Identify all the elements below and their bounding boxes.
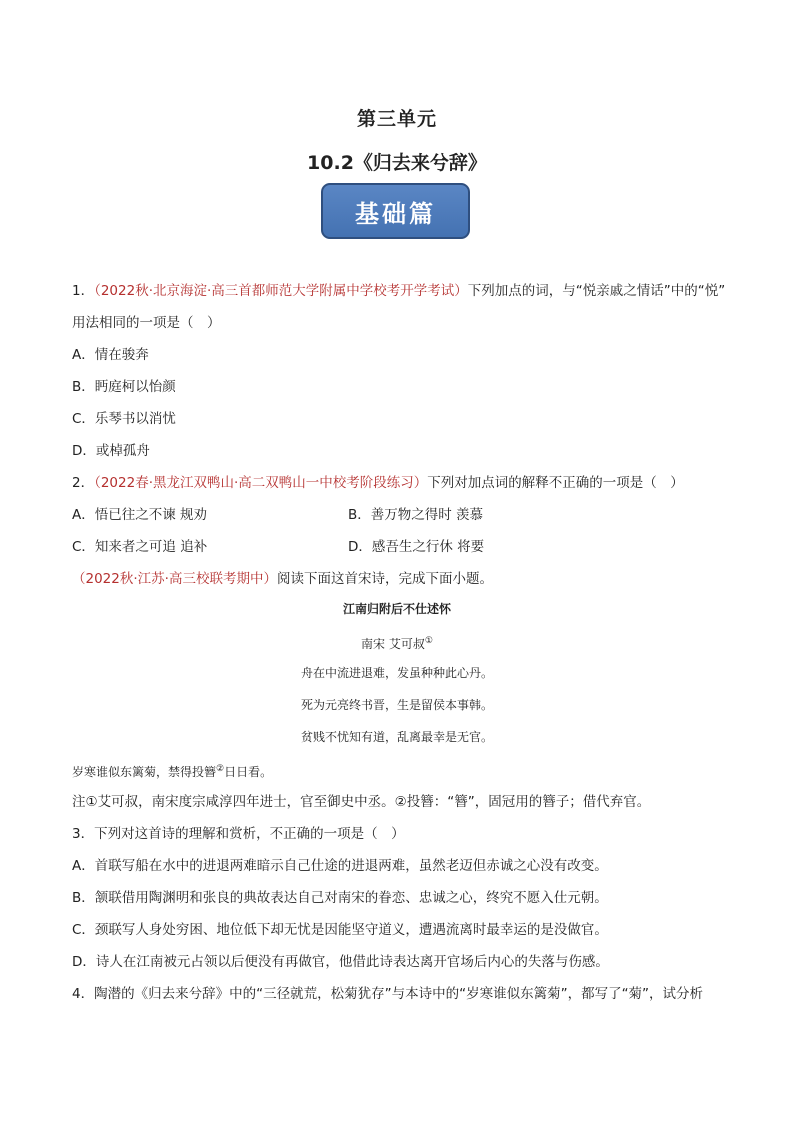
reading-instruction: 阅读下面这首宋诗，完成下面小题。 — [276, 571, 493, 587]
q1-option-d: D．或棹孤舟 — [72, 443, 150, 459]
q1-stem-line2: 用法相同的一项是（ ） — [72, 315, 221, 331]
poem-line-4-part2: 日日看。 — [224, 765, 273, 779]
q3-option-d: D．诗人在江南被元占领以后便没有再做官，他借此诗表达离开官场后内心的失落与伤感。 — [72, 954, 609, 970]
unit-title: 第三单元 — [356, 108, 437, 130]
poem-line-4-part1: 岁寒谁似东篱菊，禁得投簪 — [72, 765, 217, 779]
poem-author — [0, 633, 794, 652]
q3-option-c: C．颈联写人身处穷困、地位低下却无忧是因能坚守道义，遭遇流离时最幸运的是没做官。 — [72, 922, 608, 938]
q3-option-b: B．颔联借用陶渊明和张良的典故表达自己对南宋的眷恋、忠诚之心，终究不愿入仕元朝。 — [72, 890, 608, 906]
poem-author-note-mark: ① — [424, 636, 433, 646]
poem-title: 江南归附后不仕述怀 — [342, 602, 451, 616]
q3-option-a: A．首联写船在水中的进退两难暗示自己仕途的进退两难，虽然老迈但赤诚之心没有改变。 — [72, 858, 608, 874]
q1-option-b: B．眄庭柯以怡颜 — [72, 379, 176, 395]
lesson-title: 10.2《归去来兮辞》 — [307, 152, 487, 174]
q2-option-a: A．悟已往之不谏 规劝 — [72, 507, 208, 523]
q1-number: 1． — [72, 283, 95, 299]
q4-stem: 4．陶潜的《归去来兮辞》中的“三径就荒，松菊犹存”与本诗中的“岁寒谁似东篱菊”，都写了“菊”，试分析 — [72, 986, 704, 1002]
q1-source: （2022秋·北京海淀·高三首都师范大学附属中学校考开学考试） — [94, 283, 468, 299]
poem-note: 注①艾可叔，南宋度宗咸淳四年进士，官至御史中丞。②投簪：“簪”，固冠用的簪子；借代弃官。 — [72, 794, 651, 810]
q2-number: 2． — [72, 475, 95, 491]
poem-line-4 — [72, 761, 272, 780]
reading-source: （2022秋·江苏·高三校联考期中） — [72, 571, 277, 587]
poem-author-name: 南宋 艾可叔 — [361, 637, 425, 651]
poem-line-2: 死为元亮终书晋，生是留侯本事韩。 — [300, 698, 493, 712]
q2-stem-line — [72, 474, 684, 492]
q2-option-d: D．感吾生之行休 将要 — [348, 539, 485, 555]
reading-intro — [72, 570, 493, 588]
q1-stem: 下列加点的词，与“悦亲戚之情话”中的“悦” — [467, 283, 726, 299]
q2-source: （2022春·黑龙江双鸭山·高二双鸭山一中校考阶段练习） — [94, 475, 428, 491]
section-badge: 基础篇 — [321, 183, 470, 239]
q1-option-a: A．情在骏奔 — [72, 347, 149, 363]
q2-option-c: C．知来者之可追 追补 — [72, 539, 208, 555]
q2-stem: 下列对加点词的解释不正确的一项是（ ） — [427, 475, 684, 491]
q1-option-c: C．乐琴书以消忧 — [72, 411, 176, 427]
q2-option-b: B．善万物之得时 羡慕 — [348, 507, 484, 523]
poem-line-4-note-mark: ② — [216, 764, 225, 774]
q3-stem: 3．下列对这首诗的理解和赏析，不正确的一项是（ ） — [72, 826, 405, 842]
poem-line-3: 贫贱不忧知有道，乱离最幸是无官。 — [300, 730, 493, 744]
poem-line-1: 舟在中流进退难，发虽种种此心丹。 — [300, 666, 493, 680]
q1-stem-line1 — [72, 282, 725, 300]
